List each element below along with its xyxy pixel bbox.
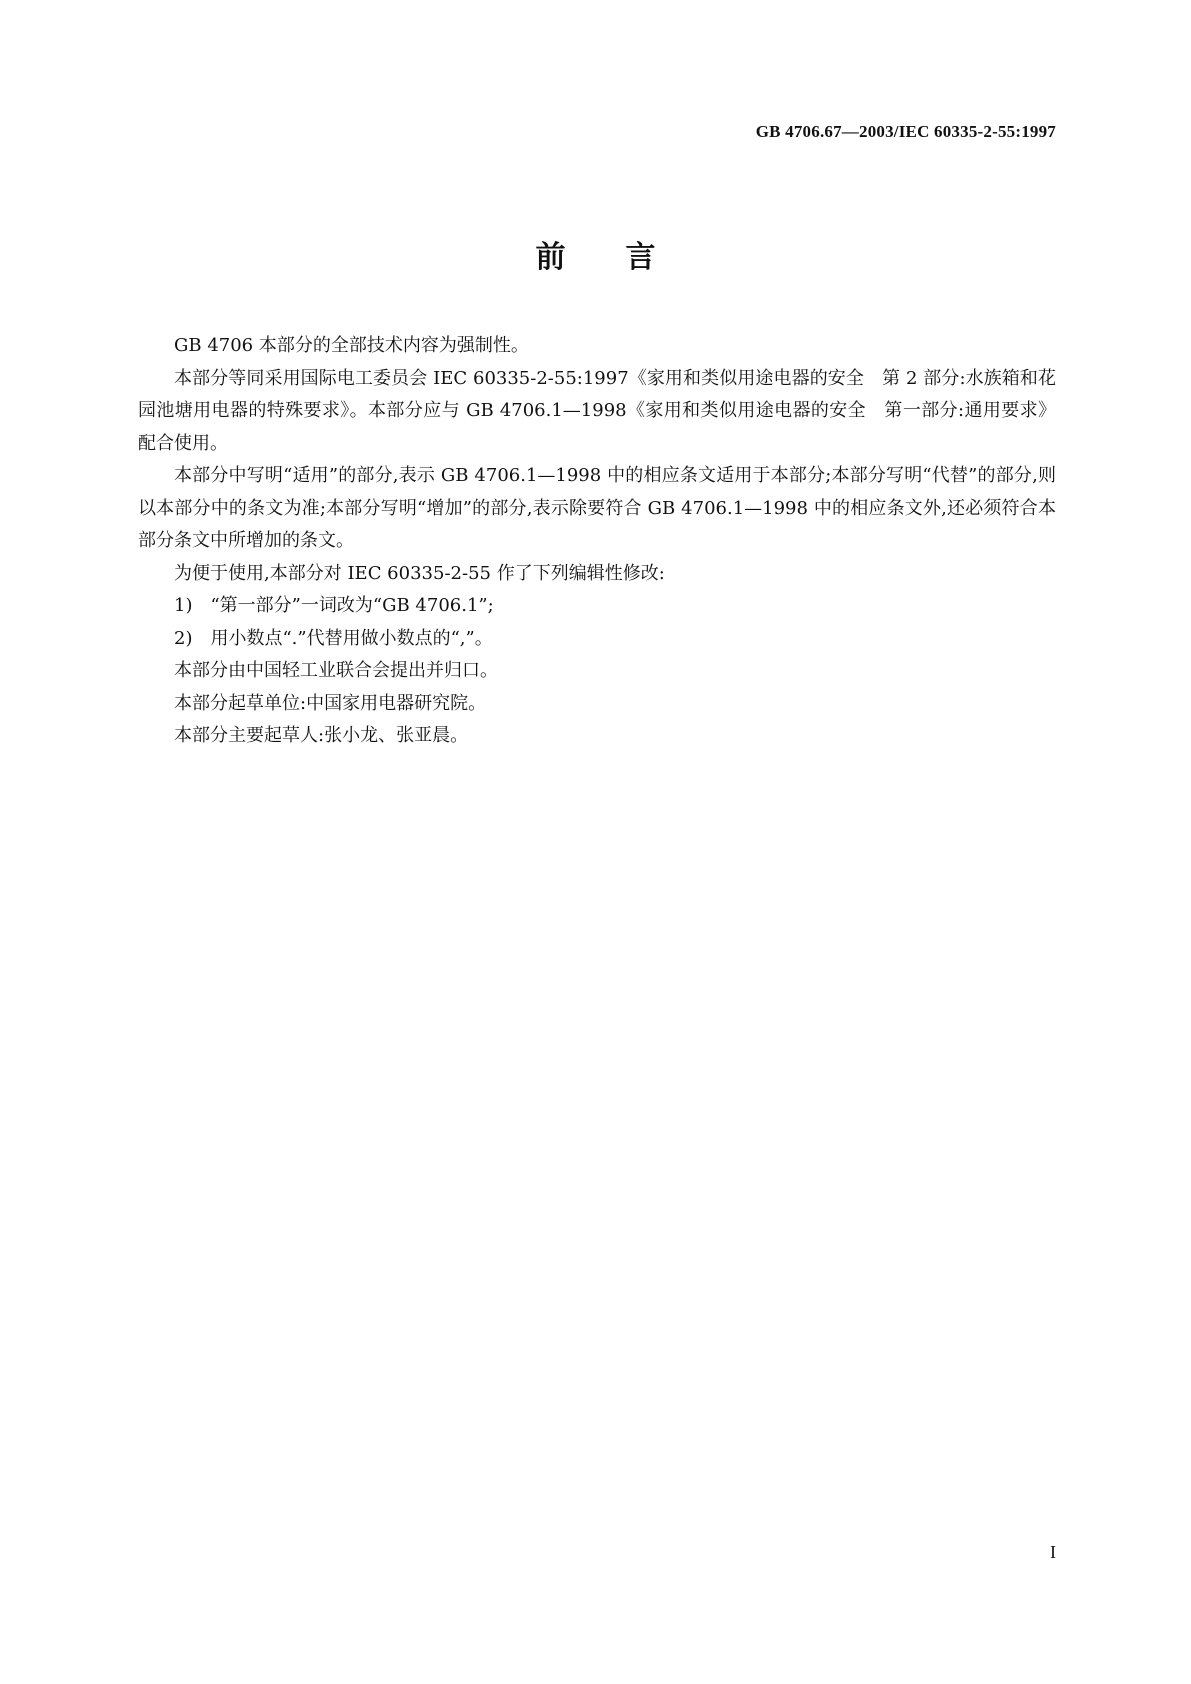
paragraph-edits-intro: 为便于使用,本部分对 IEC 60335-2-55 作了下列编辑性修改: — [174, 562, 665, 584]
standard-number-header: GB 4706.67—2003/IEC 60335-2-55:1997 — [755, 122, 1056, 141]
foreword-body — [138, 330, 1056, 753]
paragraph-drafting-unit: 本部分起草单位:中国家用电器研究院。 — [174, 692, 487, 714]
list-item: 2) 用小数点“.”代替用做小数点的“,”。 — [174, 627, 493, 649]
paragraph-adoption: 本部分等同采用国际电工委员会 IEC 60335-2-55:1997《家用和类似用途电器的安全 第 2 部分:水族箱和花园池塘用电器的特殊要求》。本部分应与 GB 4706.1—1998《家用和类似用途电器的安全 第一部分:通用要求》配合使用。 — [138, 367, 1056, 454]
paragraph-proposer: 本部分由中国轻工业联合会提出并归口。 — [174, 660, 498, 681]
paragraph-drafters: 本部分主要起草人:张小龙、张亚晨。 — [174, 725, 469, 746]
list-item: 1) “第一部分”一词改为“GB 4706.1”; — [174, 595, 494, 616]
paragraph-mandatory: GB 4706 本部分的全部技术内容为强制性。 — [174, 335, 529, 356]
page-title: 前言 — [535, 240, 716, 275]
paragraph-usage: 本部分中写明“适用”的部分,表示 GB 4706.1—1998 中的相应条文适用于本部分;本部分写明“代替”的部分,则以本部分中的条文为准;本部分写明“增加”的部分,表示除要符合 GB 4706.1—1998 中的相应条文外,还必须符合本部分条文中所增加的条文。 — [138, 465, 1056, 551]
page-number: I — [1050, 1542, 1056, 1562]
